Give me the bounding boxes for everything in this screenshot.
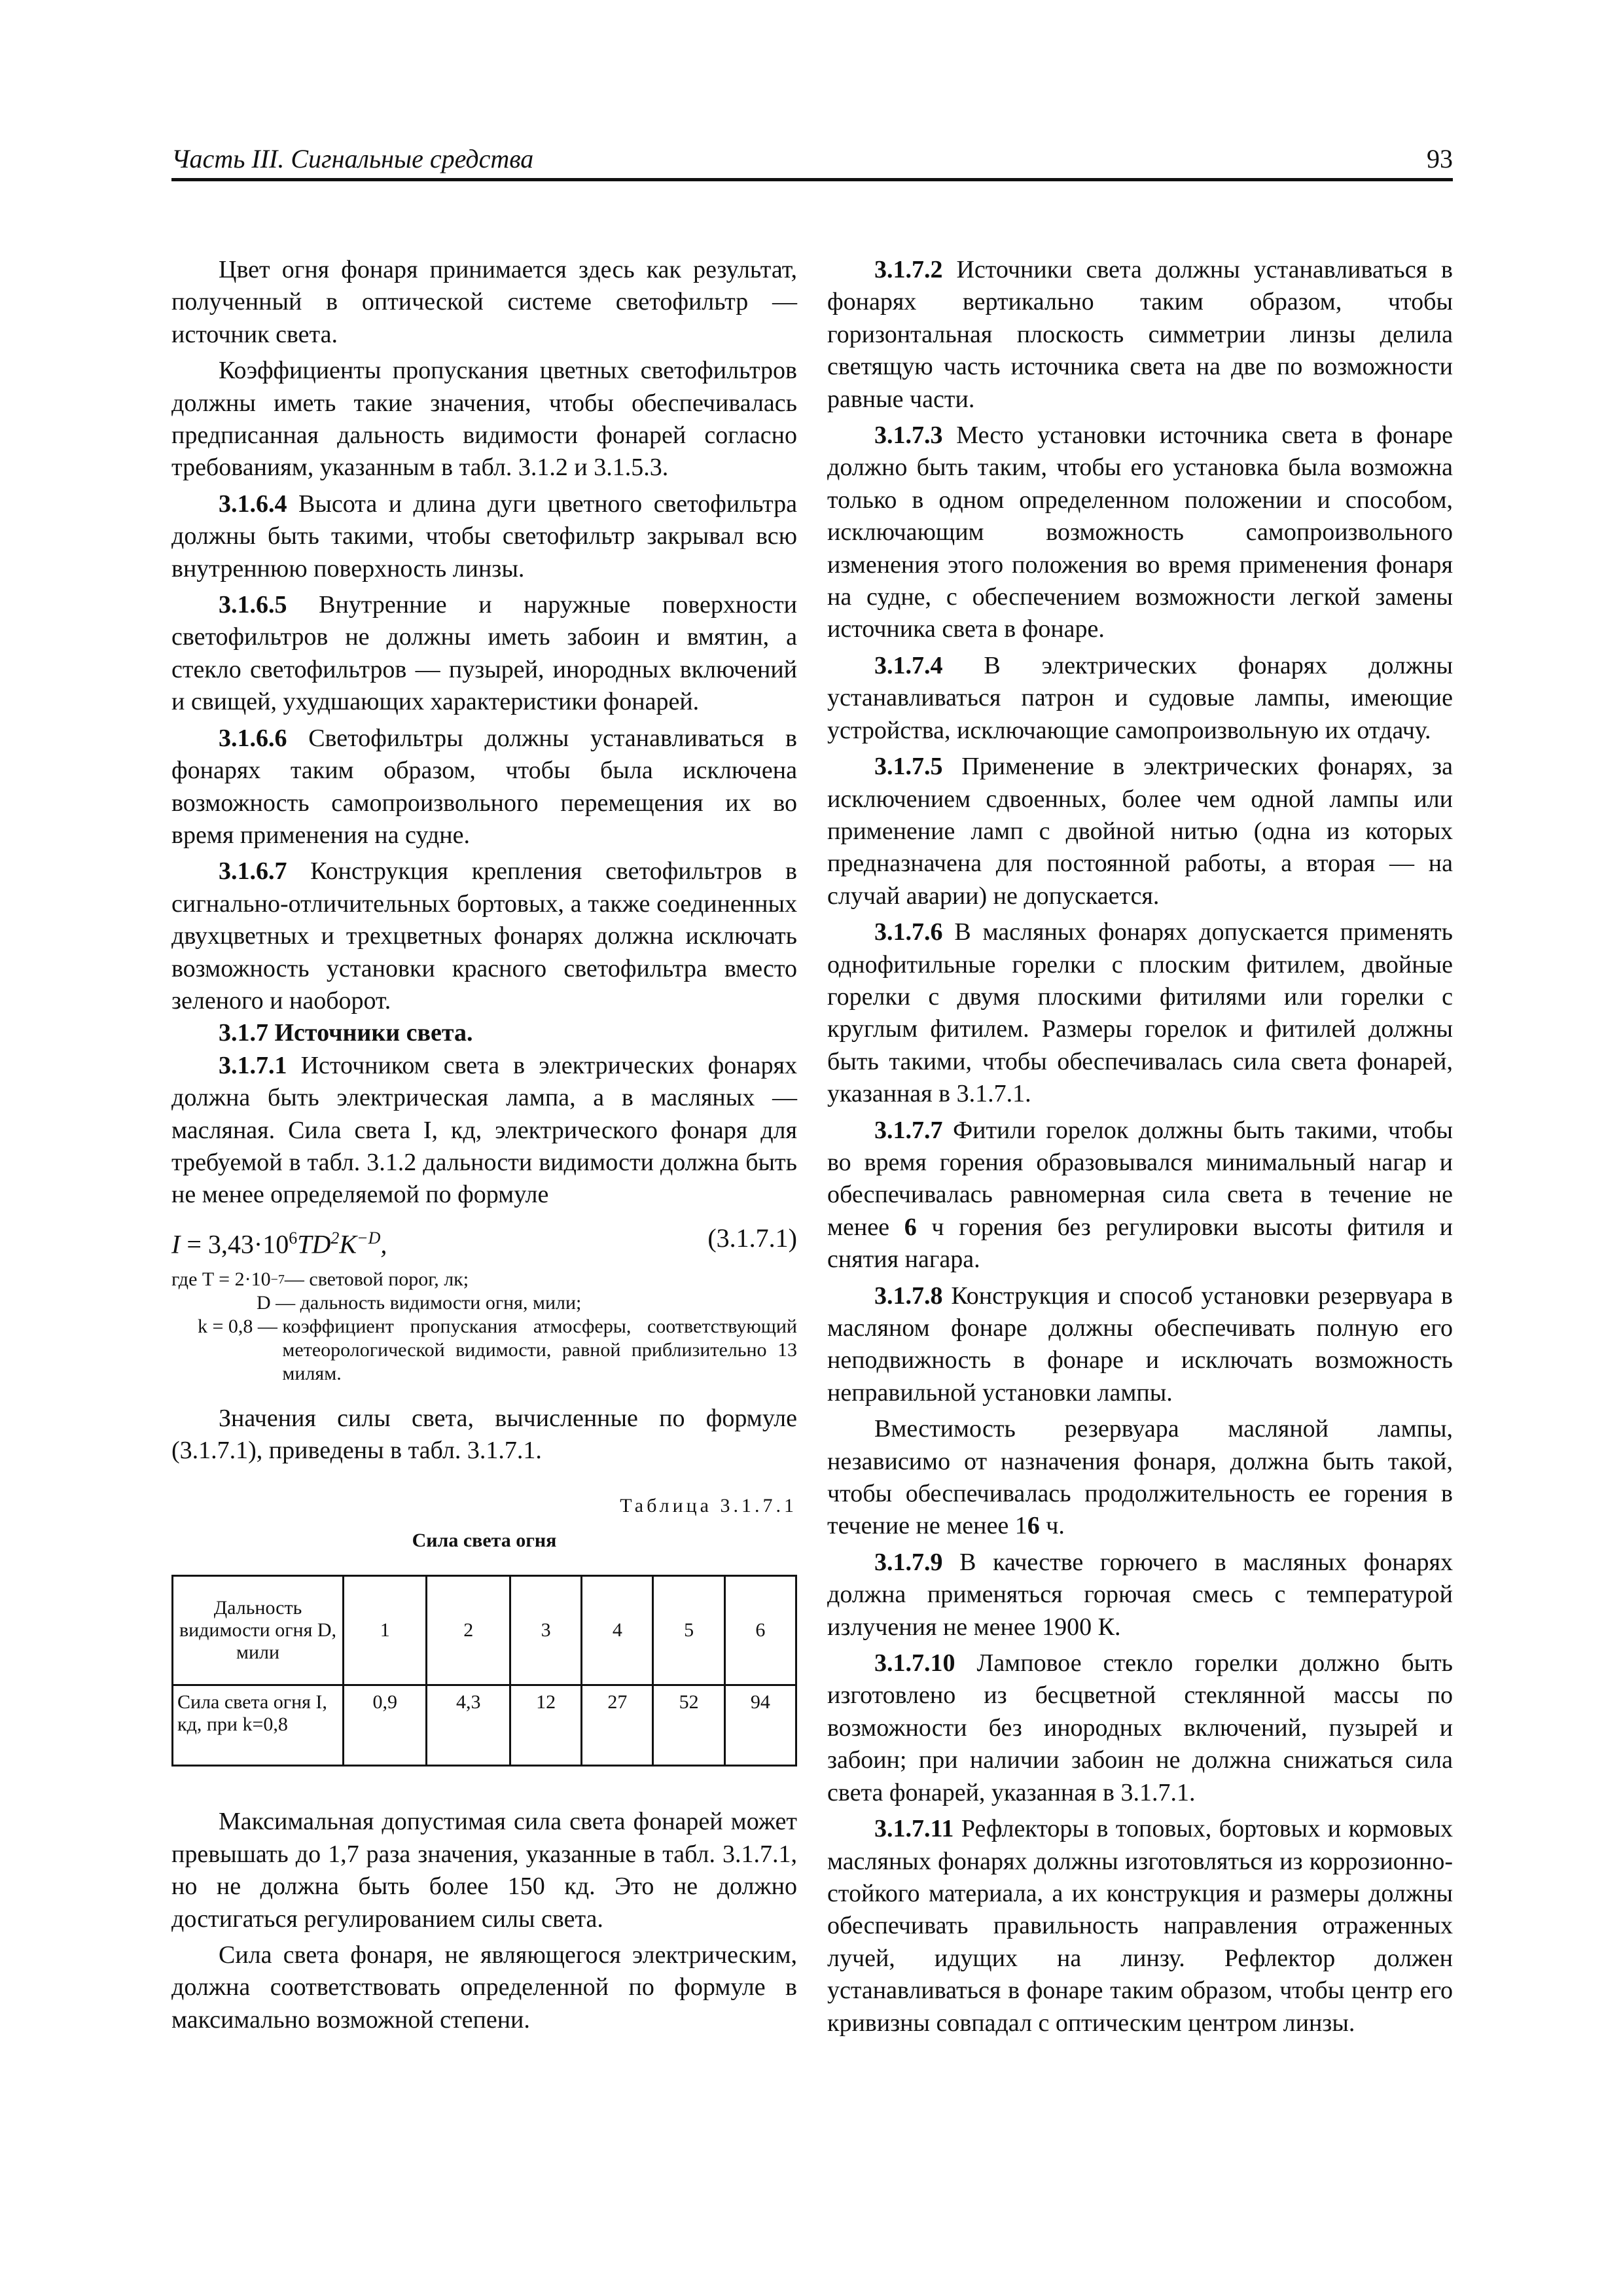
table-row	[173, 1685, 796, 1766]
clause-text: Ламповое стекло горелки должно быть изготовлено из бесцветной стеклянной массы по возможности без инородных включений, пузырей и забоин; при наличии забоин не должна снижаться сила света фонарей, указанная в 3.1.7.1.	[827, 1649, 1453, 1806]
formula-legend	[171, 1268, 797, 1386]
table-cell: 3	[510, 1576, 581, 1685]
clause-number: 3.1.7.2	[874, 256, 943, 283]
paragraph-3-1-7-9	[827, 1547, 1453, 1643]
luminous-intensity-table	[171, 1575, 797, 1767]
table-caption: Таблица 3.1.7.1	[620, 1494, 797, 1516]
clause-text: Конструкция крепления светофильтров в сигнально-отличительных бортовых, а также соединенных двухцветных и трехцветных фонарях должна исключать возможность установки красного светофильтра вместо зеленого и наоборот.	[171, 857, 797, 1014]
legend-label: где T = 2·10	[171, 1268, 271, 1290]
clause-number: 3.1.7.9	[874, 1548, 943, 1576]
table-cell: 4	[582, 1576, 653, 1685]
clause-text: Внутренние и наружные поверхности светофильтров не должны иметь забоин и вмятин, а стекло светофильтров — пузырей, инородных включений и свищей, ухудшающих характеристики фонарей.	[171, 591, 797, 716]
clause-number: 3.1.6.5	[219, 591, 287, 619]
paragraph-3-1-6-7	[171, 855, 797, 1017]
paragraph-3-1-7-5	[827, 751, 1453, 912]
table-cell: 94	[724, 1685, 796, 1766]
paragraph-3-1-7-7	[827, 1115, 1453, 1276]
section-heading-3-1-7	[171, 1017, 797, 1049]
formula-k: K	[339, 1229, 357, 1259]
paragraph: Цвет огня фонаря принимается здесь как результат, полученный в оптической системе светофильтр — источник света.	[171, 256, 797, 348]
paragraph-3-1-7-1	[171, 1050, 797, 1211]
formula-coefficient: = 3,43·10	[180, 1229, 289, 1259]
paragraph-3-1-7-11	[827, 1813, 1453, 2039]
clause-text: Применение в электрических фонарях, за исключением сдвоенных, более чем одной лампы или применение ламп с двойной нитью (одна из которых предназначена для постоянной работы, а вторая — на случай аварии) не допускается.	[827, 753, 1453, 910]
clause-text: В масляных фонарях допускается применять однофитильные горелки с плоским фитилем, двойные горелки с двумя плоскими фитилями или горелки с круглым фитилем. Размеры горелок и фитилей должны быть такими, чтобы обеспечивалась сила света фонарей, указанная в 3.1.7.1.	[827, 918, 1453, 1108]
legend-text: D — дальность видимости огня, мили;	[257, 1291, 582, 1314]
clause-text: Высота и длина дуги цветного светофильтра должны быть такими, чтобы светофильтр закрывал всю внутреннюю поверхность линзы.	[171, 490, 797, 583]
clause-text: ч.	[1039, 1512, 1065, 1540]
paragraph-3-1-7-4	[827, 650, 1453, 747]
clause-text: В электрических фонарях должны устанавливаться патрон и судовые лампы, имеющие устройства, исключающие самопроизвольную их отдачу.	[827, 651, 1453, 744]
formula-expression	[171, 1222, 387, 1261]
table-cell: 27	[582, 1685, 653, 1766]
clause-number: 3.1.7.7	[874, 1116, 943, 1144]
paragraph-3-1-7-10	[827, 1647, 1453, 1809]
page-header	[171, 144, 1453, 181]
formula-exponent: 6	[289, 1228, 298, 1247]
page-number: 93	[1427, 144, 1453, 173]
clause-number: 3.1.7.1	[219, 1051, 287, 1079]
paragraph-3-1-7-8	[827, 1280, 1453, 1410]
formula-exponent: 2	[330, 1228, 340, 1247]
clause-number: 3.1.7.10	[874, 1649, 955, 1677]
clause-text: ч горения без регулировки высоты фитиля и снятия нагара.	[827, 1213, 1453, 1274]
clause-number: 3.1.7.3	[874, 422, 943, 450]
formula-number: (3.1.7.1)	[707, 1223, 797, 1253]
clause-text: В качестве горючего в масляных фонарях должна применяться горючая смесь с температурой излучения не менее 1900 К.	[827, 1548, 1453, 1641]
formula-exponent: −D	[357, 1228, 381, 1247]
running-title: Часть III. Сигнальные средства	[171, 144, 534, 173]
table-cell: 12	[510, 1685, 581, 1766]
paragraph-3-1-7-6	[827, 916, 1453, 1110]
table-cell: 2	[427, 1576, 510, 1685]
table-cell: 6	[724, 1576, 796, 1685]
table-row-header: Сила света огня I, кд, при k=0,8	[173, 1685, 344, 1766]
clause-bold-value: 6	[904, 1213, 917, 1241]
clause-text: Вместимость резервуара масляной лампы, независимо от назначения фонаря, должна быть такой, чтобы обеспечивалась продолжительность ее горения в течение не менее 1	[827, 1415, 1453, 1540]
clause-number: 3.1.7.8	[874, 1282, 943, 1310]
paragraph: Максимальная допустимая сила света фонарей может превышать до 1,7 раза значения, указанные в табл. 3.1.7.1, но не должна быть более 150 кд. Это не должно достигаться регулированием силы света.	[171, 1808, 797, 1933]
clause-text: Место установки источника света в фонаре должно быть таким, чтобы его установка была возможна только в одном определенном положении и способом, исключающим возможность самопроизвольного изменения этого положения во время применения фонаря на судне, с обеспечением возможности легкой замены источника света в фонаре.	[827, 422, 1453, 643]
paragraph-3-1-6-5	[171, 589, 797, 719]
paragraph-3-1-7-3	[827, 420, 1453, 646]
clause-number: 3.1.6.6	[219, 724, 287, 752]
legend-text: коэффициент пропускания атмосферы, соответствующий метеорологической видимости, равной приблизительно 13 милям.	[282, 1315, 797, 1384]
table-cell: 52	[653, 1685, 724, 1766]
table-cell: 5	[653, 1576, 724, 1685]
table-row-header: Дальность видимости огня D, мили	[173, 1576, 344, 1685]
paragraph-3-1-6-4	[171, 488, 797, 585]
clause-bold-value: 6	[1027, 1512, 1040, 1540]
table-cell: 0,9	[344, 1685, 427, 1766]
paragraph: Сила света фонаря, не являющегося электрическим, должна соответствовать определенной по формуле в максимально возможной степени.	[171, 1941, 797, 2034]
legend-row-d	[171, 1291, 797, 1315]
paragraph: Значения силы света, вычисленные по формуле (3.1.7.1), приведены в табл. 3.1.7.1.	[171, 1404, 797, 1465]
paragraph-3-1-7-2	[827, 254, 1453, 416]
clause-text: Фитили горелок должны быть такими, чтобы во время горения образовывался минимальный нагар и обеспечивалась равномерная сила света в течение не менее	[827, 1116, 1453, 1241]
clause-number: 3.1.6.7	[219, 857, 287, 886]
clause-text: Светофильтры должны устанавливаться в фонарях таким образом, чтобы была исключена возможность самопроизвольного перемещения их во время применения на судне.	[171, 724, 797, 849]
legend-row-k	[171, 1315, 797, 1386]
formula-td: TD	[297, 1229, 331, 1259]
clause-number: 3.1.7.11	[874, 1815, 954, 1843]
section-heading-text: 3.1.7 Источники света.	[219, 1019, 473, 1047]
legend-row-t	[171, 1268, 797, 1291]
left-column	[171, 254, 797, 2036]
right-column	[827, 254, 1453, 2039]
clause-number: 3.1.6.4	[219, 490, 287, 518]
formula-tail: ,	[380, 1229, 387, 1259]
legend-label: k = 0,8 —	[198, 1315, 283, 1337]
clause-text: Источником света в электрических фонарях должна быть электрическая лампа, а в масляных — масляная. Сила света I, кд, электрического фонаря для требуемой в табл. 3.1.2 дальности видимости должна быть не менее определяемой по формуле	[171, 1051, 797, 1209]
clause-number: 3.1.7.5	[874, 753, 943, 781]
paragraph-reservoir	[827, 1413, 1453, 1543]
table-title: Сила света огня	[412, 1530, 557, 1551]
clause-text: Источники света должны устанавливаться в фонарях вертикально таким образом, чтобы горизонтальная плоскость симметрии линзы делила светящую часть источника света на две по возможности равные части.	[827, 256, 1453, 413]
table-cell: 4,3	[427, 1685, 510, 1766]
legend-exponent: −7	[270, 1272, 285, 1287]
formula-3-1-7-1	[171, 1218, 797, 1257]
clause-number: 3.1.7.6	[874, 918, 943, 946]
legend-text: — световой порог, лк;	[284, 1268, 469, 1290]
paragraph-3-1-6-6	[171, 723, 797, 852]
clause-text: Рефлекторы в топовых, бортовых и кормовых масляных фонарях должны изготовляться из коррозионно-стойкого материала, а их конструкция и размеры должны обеспечивать правильность направления отраженных лучей, идущих на линзу. Рефлектор должен устанавливаться в фонаре таким образом, чтобы центр его кривизны совпадал с оптическим центром линзы.	[827, 1815, 1453, 2037]
table-row	[173, 1576, 796, 1685]
table-cell: 1	[344, 1576, 427, 1685]
clause-text: Конструкция и способ установки резервуара в масляном фонаре должны обеспечивать полную его неподвижность в фонаре и исключать возможность неправильной установки лампы.	[827, 1282, 1453, 1407]
paragraph: Коэффициенты пропускания цветных светофильтров должны иметь такие значения, чтобы обеспечивалась предписанная дальность видимости фонарей согласно требованиям, указанным в табл. 3.1.2 и 3.1.5.3.	[171, 357, 797, 482]
clause-number: 3.1.7.4	[874, 651, 943, 679]
formula-lhs: I	[171, 1229, 181, 1259]
